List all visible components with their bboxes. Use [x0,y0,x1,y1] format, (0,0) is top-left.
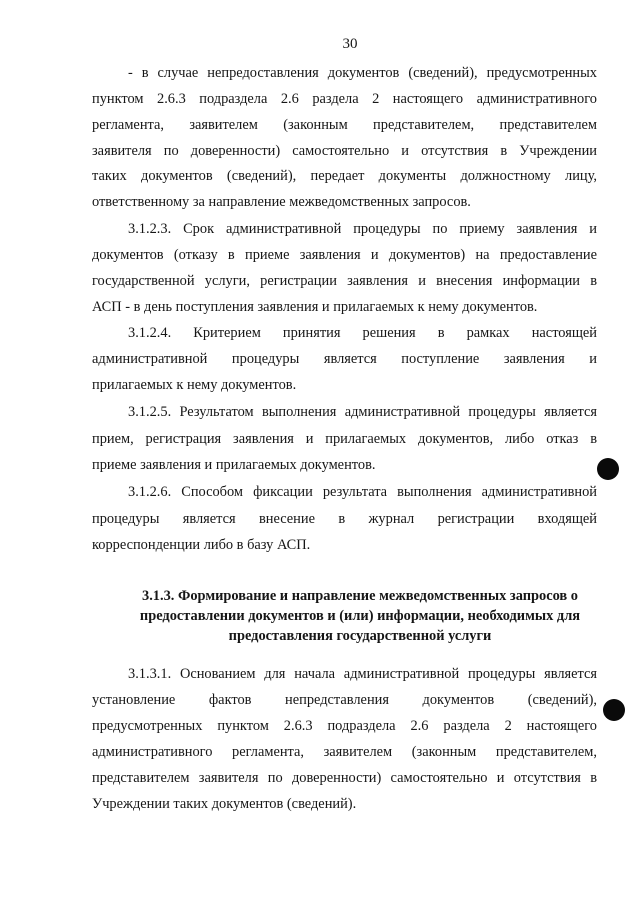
text-line: государственной услуги, регистрации заявления и внесения информации в [92,273,597,289]
text-line: заявителя по доверенности) самостоятельно и отсутствия в Учреждении [92,143,597,159]
text-line: прилагаемых к нему документов. [92,377,297,393]
text-line: 3.1.2.3. Срок административной процедуры по приему заявления и [128,221,597,237]
heading-line: предоставления государственной услуги [228,628,492,644]
text-line: таких документов (сведений), передает документы должностному лицу, [92,168,597,184]
punch-hole-upper [597,458,619,480]
text-line: предусмотренных пунктом 2.6.3 подраздела 2.6 раздела 2 настоящего [92,718,597,734]
text-line: 3.1.2.4. Критерием принятия решения в рамках настоящей [128,325,597,341]
text-line: процедуры является внесение в журнал регистрации входящей [92,511,597,527]
text-line: Учреждении таких документов (сведений). [92,796,357,812]
text-line: приеме заявления и прилагаемых документов. [92,457,376,473]
text-line: АСП - в день поступления заявления и прилагаемых к нему документов. [92,299,538,315]
text-line: 3.1.2.5. Результатом выполнения административной процедуры является [128,404,597,420]
text-line: пунктом 2.6.3 подраздела 2.6 раздела 2 настоящего административного [92,91,597,107]
text-line: 3.1.3.1. Основанием для начала административной процедуры является [128,666,597,682]
text-line: представителем заявителя по доверенности) самостоятельно и отсутствия в [92,770,597,786]
text-line: ответственному за направление межведомственных запросов. [92,194,471,210]
text-line: регламента, заявителем (законным представителем, представителем [92,117,597,133]
text-line: административной процедуры является поступление заявления и [92,351,597,367]
punch-hole-lower [603,699,625,721]
text-line: установление фактов непредставления документов (сведений), [92,692,597,708]
heading-line: 3.1.3. Формирование и направление межведомственных запросов о [142,588,578,604]
page-number: 30 [342,36,358,52]
text-line: 3.1.2.6. Способом фиксации результата выполнения административной [128,484,597,500]
text-line: корреспонденции либо в базу АСП. [92,537,311,553]
text-line: - в случае непредоставления документов (сведений), предусмотренных [128,65,597,81]
text-line: административного регламента, заявителем (законным представителем, [92,744,597,760]
heading-line: предоставлении документов и (или) информации, необходимых для [139,608,581,624]
text-line: прием, регистрация заявления и прилагаемых документов, либо отказ в [92,431,597,447]
text-line: документов (отказу в приеме заявления и документов) на предоставление [92,247,597,263]
